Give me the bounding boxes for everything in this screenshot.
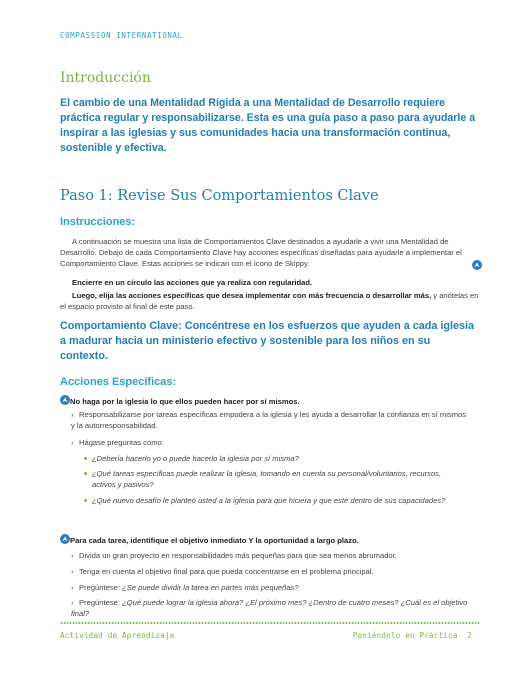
action-item: › Pregúntese: ¿Se puede dividir la tarea en partes más pequeñas? <box>71 583 299 592</box>
action-item: › Pregúntese: ¿Qué puede lograr la iglesia ahora? ¿El próximo mes? ¿Dentro de cuatro meses? ¿Cuál es el objetivo final? <box>71 598 468 618</box>
key-behavior-heading: Comportamiento Clave: Concéntrese en los esfuerzos que ayuden a cada iglesia a madurar hacia un ministerio efectivo y sostenible para los niños en su contexto. <box>60 320 475 362</box>
skippy-icon <box>60 395 70 405</box>
question-bullet: ¿Debería hacerlo yo o puede hacerlo la iglesia por sí misma? <box>84 453 464 464</box>
choose-rest-text: y anótelas en el espacio provisto al final de este paso. <box>60 291 479 311</box>
action-title: Para cada tarea, identifique el objetivo inmediato Y la oportunidad a largo plazo. <box>70 536 359 545</box>
choose-bold-text: Luego, elija las acciones específicas que desea implementar con más frecuencia o desarrollar más, <box>72 291 432 300</box>
instructions-paragraph <box>60 236 480 269</box>
skippy-icon <box>472 260 482 270</box>
arrow-icon: › <box>71 583 74 592</box>
question-bullet: ¿Qué tareas específicas puede realizar la iglesia, tomando en cuenta su personal/voluntarios, recursos, activos y pasivos? <box>84 468 464 490</box>
intro-heading: Introducción <box>60 70 151 86</box>
bullet-dot-icon <box>84 457 87 460</box>
instructions-text: A continuación se muestra una lista de Comportamientos Clave destinados a ayudarle a vivir una Mentalidad de Desarrollo. Debajo de cada Comportamiento Clave hay acciones específicas diseñadas para ayudarle a implementar el Comportamiento Clave. Estas acciones se indican con el ícono de Skippy. <box>60 237 462 268</box>
footer-right: Poniéndolo en Práctica 2 <box>352 631 472 640</box>
skippy-icon <box>60 534 70 544</box>
bullet-dot-icon <box>84 472 87 475</box>
footer-divider <box>60 622 480 624</box>
circle-instruction: Encierre en un círculo las acciones que ya realiza con regularidad. <box>72 278 313 287</box>
action-item: › Divida un gran proyecto en responsabilidades más pequeñas para que sea menos abrumador. <box>71 551 397 560</box>
choose-instruction <box>60 290 480 312</box>
action-title: No haga por la iglesia lo que ellos pueden hacer por sí mismos. <box>70 397 300 406</box>
instructions-heading: Instrucciones: <box>60 216 136 228</box>
arrow-icon: › <box>71 598 74 607</box>
footer-left: Actividad de Aprendizaje <box>60 631 175 640</box>
intro-text: El cambio de una Mentalidad Rígida a una Mentalidad de Desarrollo requiere práctica regular y responsabilizarse. Esta es una guía paso a paso para ayudarle a inspirar a las iglesias y sus comunidades hacia una transformación continua, sostenible y efectiva. <box>60 97 476 154</box>
actions-heading: Acciones Específicas: <box>60 376 177 388</box>
step-heading: Paso 1: Revise Sus Comportamientos Clave <box>60 188 379 204</box>
arrow-icon: › <box>71 567 74 576</box>
action-item: › Tenga en cuenta el objetivo final para que pueda concentrarse en el problema principal. <box>71 567 374 576</box>
action-item: › Responsabilizarse por tareas específicas empodera a la iglesia y les ayuda a desarrollar la confianza en sí mismos y la autorresponsabilidad. <box>71 410 467 430</box>
bullet-dot-icon <box>84 499 87 502</box>
question-bullet: ¿Qué nuevo desafío le planteó usted a la iglesia para que hiciera y que esté dentro de sus capacidades? <box>84 495 464 506</box>
arrow-icon: › <box>71 551 74 560</box>
organization-header: COMPASSION INTERNATIONAL <box>60 31 183 40</box>
arrow-icon: › <box>71 410 74 419</box>
action-item: › Hágase preguntas como: <box>71 438 164 447</box>
arrow-icon: › <box>71 438 74 447</box>
